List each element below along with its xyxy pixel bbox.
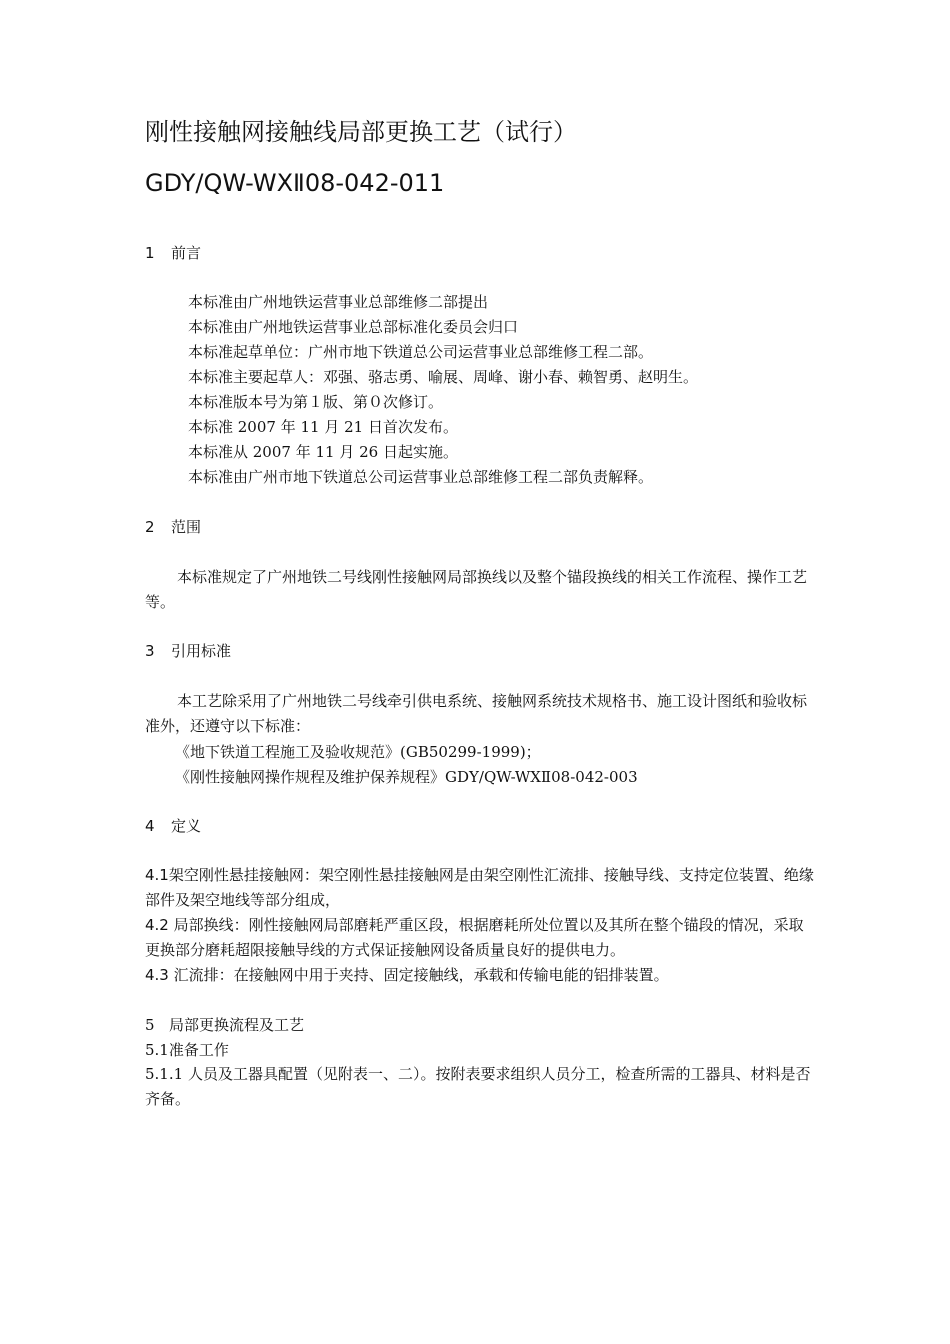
definition-number: 4.3 [145,966,169,984]
preface-line: 本标准主要起草人：邓强、骆志勇、喻展、周峰、谢小春、赖智勇、赵明生。 [188,368,699,386]
section-1-heading [145,242,201,264]
section-5-heading [145,1014,304,1036]
section-title: 前言 [171,244,202,262]
reference-item: 《刚性接触网操作规程及维护保养规程》GDY/QW-WXⅡ08-042-003 [175,768,638,786]
scope-paragraph: 本标准规定了广州地铁二号线刚性接触网局部换线以及整个锚段换线的相关工作流程、操作工艺等。 [145,568,808,611]
definition-item [145,863,815,913]
references-paragraph: 本工艺除采用了广州地铁二号线牵引供电系统、接触网系统技术规格书、施工设计图纸和验收标准外，还遵守以下标准： [145,692,808,735]
section-title: 定义 [171,817,202,835]
section-number: 1 [145,244,155,262]
subsection-item [145,1062,815,1112]
definition-number: 4.1 [145,866,169,884]
definition-text: 局部换线：刚性接触网局部磨耗严重区段，根据磨耗所处位置以及其所在整个锚段的情况，采取更换部分磨耗超限接触导线的方式保证接触网设备质量良好的提供电力。 [145,916,804,959]
definition-item [145,963,815,988]
definition-text: 汇流排：在接触网中用于夹持、固定接触线，承载和传输电能的铝排装置。 [168,966,669,984]
definition-text: 架空刚性悬挂接触网：架空刚性悬挂接触网是由架空刚性汇流排、接触导线、支持定位装置、绝缘部件及架空地线等部分组成， [145,866,814,909]
section-title: 范围 [171,518,202,536]
section-2-heading [145,516,201,538]
preface-line: 本标准由广州地铁运营事业总部标准化委员会归口 [188,318,519,336]
section-number: 3 [145,642,155,660]
document-code: GDY/QW-WXⅡ08-042-011 [145,169,445,197]
definition-item [145,913,815,963]
subsection-number: 5.1 [145,1041,169,1059]
preface-line: 本标准版本号为第１版、第０次修订。 [188,393,444,411]
preface-line: 本标准由广州地铁运营事业总部维修二部提出 [188,293,489,311]
section-4-heading [145,815,201,837]
subsection-title: 准备工作 [168,1041,229,1059]
definition-number: 4.2 [145,916,169,934]
section-title: 引用标准 [171,642,232,660]
section-title: 局部更换流程及工艺 [169,1016,305,1034]
preface-line: 本标准起草单位：广州市地下铁道总公司运营事业总部维修工程二部。 [188,343,654,361]
document-title: 刚性接触网接触线局部更换工艺（试行） [145,118,577,146]
section-number: 4 [145,817,155,835]
preface-line: 本标准 2007 年 11 月 21 日首次发布。 [188,418,458,436]
preface-line: 本标准从 2007 年 11 月 26 日起实施。 [188,443,458,461]
item-text: 人员及工器具配置（见附表一、二）。按附表要求组织人员分工，检查所需的工器具、材料是否齐备。 [145,1065,811,1108]
section-number: 2 [145,518,155,536]
subsection-heading [145,1039,229,1061]
section-3-heading [145,640,231,662]
section-number: 5 [145,1016,155,1034]
reference-item: 《地下铁道工程施工及验收规范》(GB50299-1999)； [175,743,541,761]
preface-line: 本标准由广州市地下铁道总公司运营事业总部维修工程二部负责解释。 [188,468,654,486]
item-number: 5.1.1 [145,1065,184,1083]
